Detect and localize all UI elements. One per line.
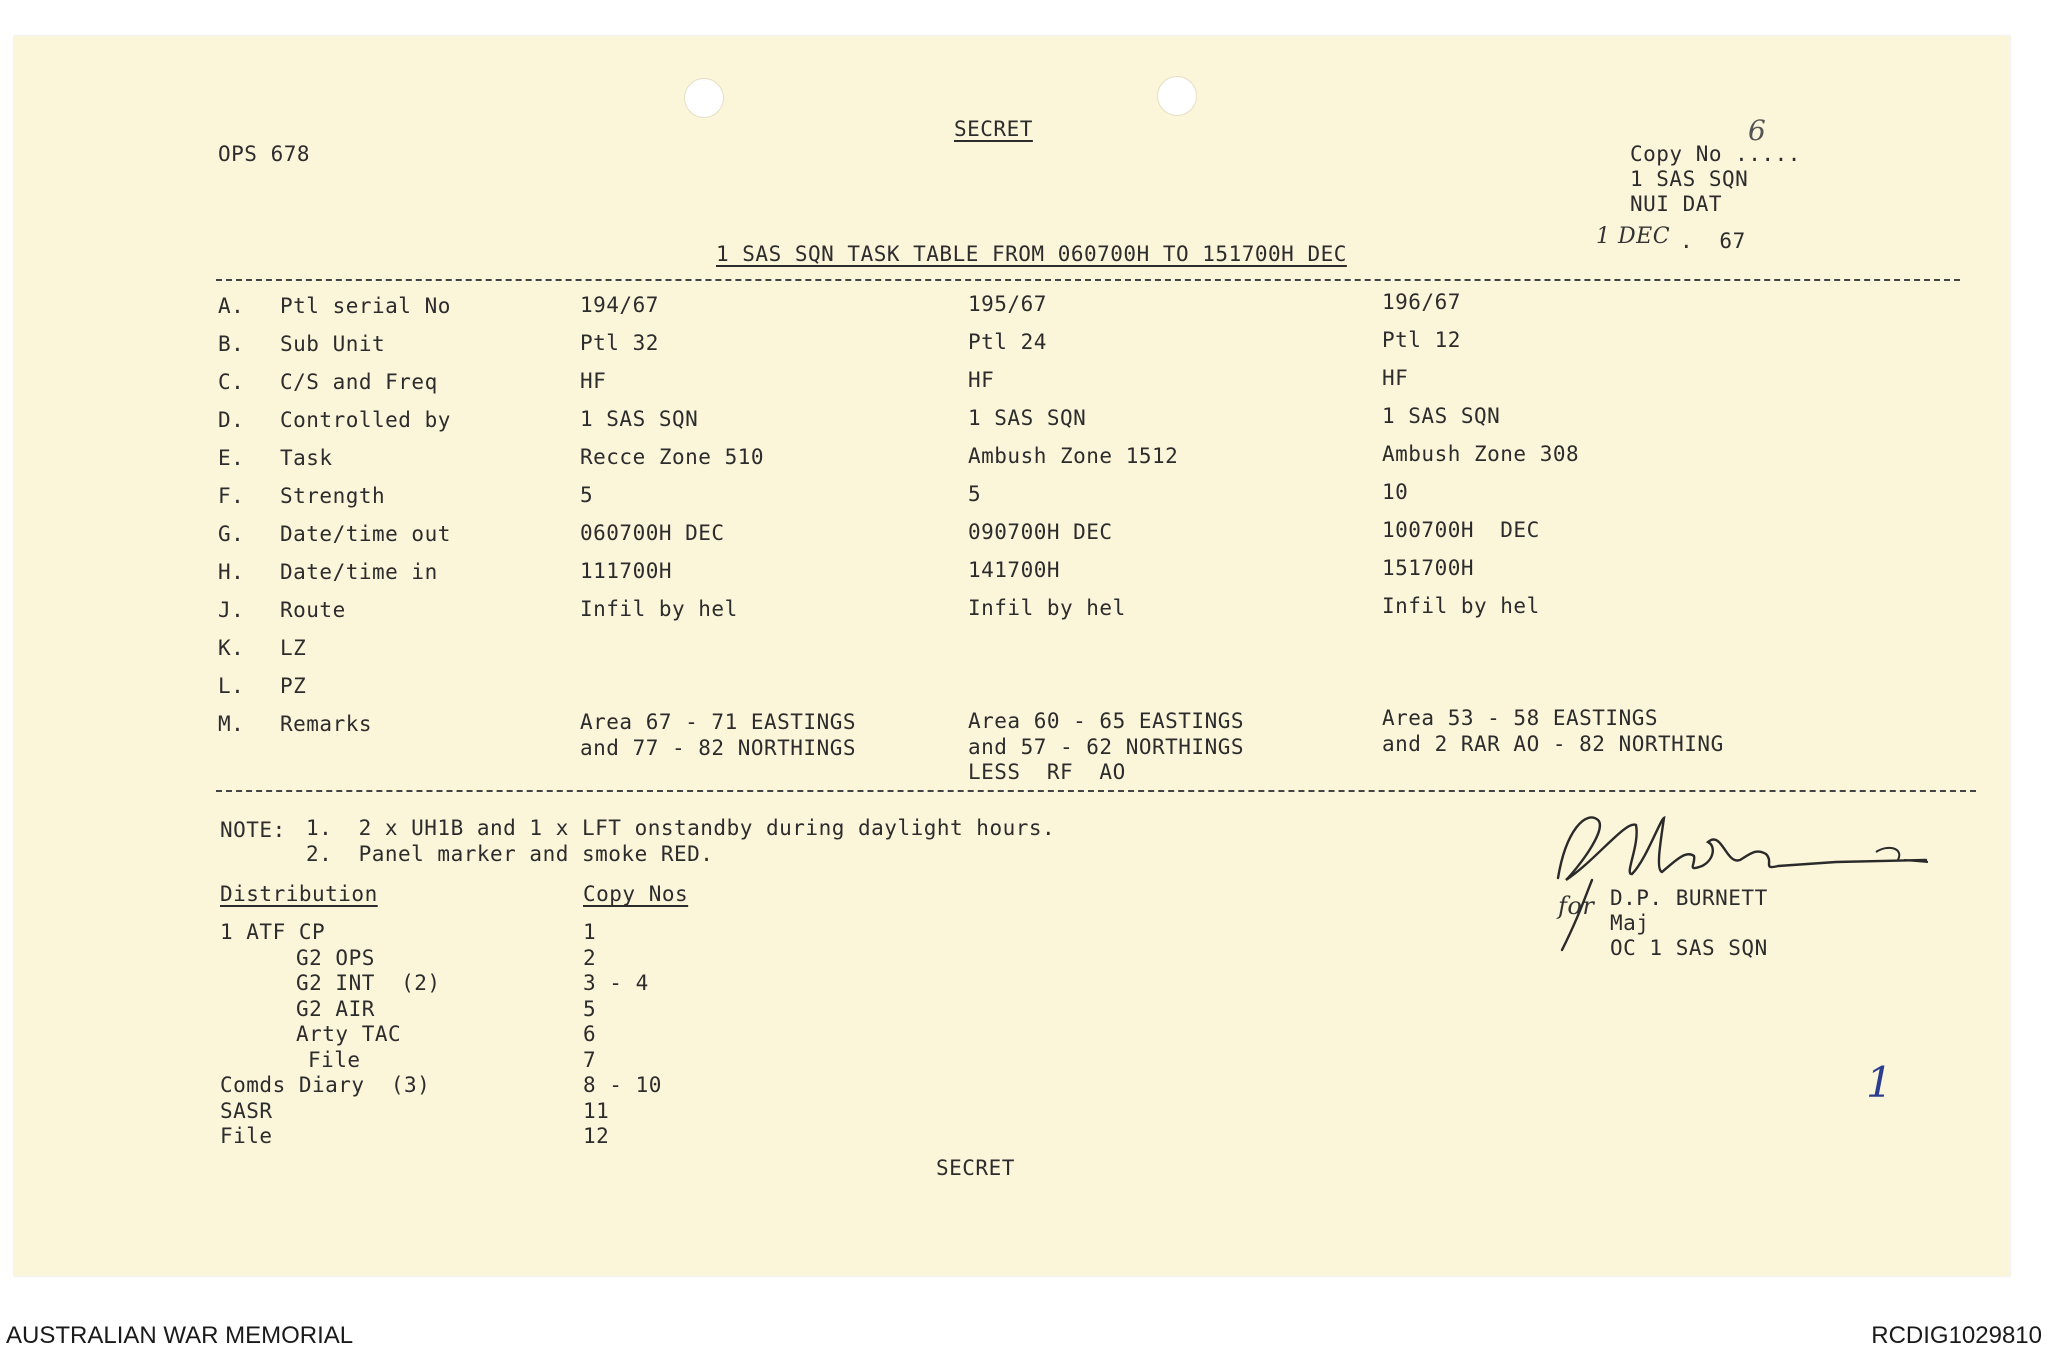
cell-patrol-2: 195/67: [968, 292, 1047, 316]
document-title: 1 SAS SQN TASK TABLE FROM 060700H TO 151700H DEC: [716, 242, 1347, 266]
row-letter: E.: [218, 446, 245, 470]
cell-patrol-3: HF: [1382, 366, 1409, 390]
distribution-addressee: G2 OPS: [296, 946, 375, 970]
row-label: Date/time in: [280, 560, 438, 584]
cell-patrol-1: HF: [580, 369, 607, 393]
copy-number-handwritten: 6: [1748, 114, 1767, 147]
row-label: LZ: [280, 636, 307, 660]
row-letter: J.: [218, 598, 245, 622]
signature-for-initials: for: [1558, 892, 1595, 920]
row-letter: C.: [218, 370, 245, 394]
cell-patrol-1: 5: [580, 483, 594, 507]
classification-bottom: SECRET: [936, 1156, 1015, 1180]
cell-patrol-1: Area 67 - 71 EASTINGS: [580, 710, 857, 734]
distribution-addressee: File: [308, 1048, 361, 1072]
row-letter: G.: [218, 522, 245, 546]
cell-patrol-2: Ptl 24: [968, 330, 1047, 354]
cell-patrol-2: Ambush Zone 1512: [968, 444, 1179, 468]
footer-catalogue-id: RCDIG1029810: [1871, 1322, 2042, 1349]
cell-patrol-2: 1 SAS SQN: [968, 406, 1087, 430]
punch-hole-left: [684, 78, 724, 118]
distribution-copies: 12: [583, 1124, 610, 1148]
cell-patrol-1: Infil by hel: [580, 597, 738, 621]
row-letter: K.: [218, 636, 245, 660]
distribution-addressee: G2 AIR: [296, 997, 375, 1021]
distribution-addressee: G2 INT (2): [296, 971, 441, 995]
distribution-copies: 8 - 10: [583, 1073, 662, 1097]
cell-patrol-2: 090700H DEC: [968, 520, 1113, 544]
table-top-rule: [216, 279, 1960, 281]
cell-patrol-3: Ambush Zone 308: [1382, 442, 1580, 466]
cell-patrol-3: 196/67: [1382, 290, 1461, 314]
unit-line-1: 1 SAS SQN: [1630, 167, 1749, 191]
row-label: Remarks: [280, 712, 373, 736]
cell-patrol-2: 5: [968, 482, 982, 506]
cell-patrol-2: Area 60 - 65 EASTINGS: [968, 709, 1245, 733]
distribution-copies: 3 - 4: [583, 971, 649, 995]
distribution-copies: 11: [583, 1099, 610, 1123]
distribution-copies: 2: [583, 946, 597, 970]
row-label: Ptl serial No: [280, 294, 451, 318]
row-letter: H.: [218, 560, 245, 584]
row-label: C/S and Freq: [280, 370, 438, 394]
signatory-appointment: OC 1 SAS SQN: [1610, 936, 1768, 960]
punch-hole-right: [1157, 76, 1197, 116]
notes-label: NOTE:: [220, 818, 286, 842]
handwritten-signature: [1536, 790, 1936, 960]
cell-patrol-3: and 2 RAR AO - 82 NORTHING: [1382, 732, 1724, 756]
distribution-copies: 7: [583, 1048, 597, 1072]
row-letter: L.: [218, 674, 245, 698]
row-letter: B.: [218, 332, 245, 356]
cell-patrol-1: 194/67: [580, 293, 659, 317]
cell-patrol-3: 1 SAS SQN: [1382, 404, 1501, 428]
cell-patrol-2: Infil by hel: [968, 596, 1126, 620]
cell-patrol-1: 060700H DEC: [580, 521, 725, 545]
cell-patrol-3: 10: [1382, 480, 1409, 504]
date-handwritten: 1 DEC: [1596, 224, 1671, 249]
row-label: Route: [280, 598, 346, 622]
classification-top: SECRET: [954, 117, 1033, 141]
ops-reference: OPS 678: [218, 142, 311, 166]
copy-number: Copy No .....: [1630, 142, 1801, 166]
row-label: Controlled by: [280, 408, 451, 432]
date-year: . 67: [1680, 229, 1746, 253]
distribution-copies: 1: [583, 920, 597, 944]
distribution-addressee: Comds Diary (3): [220, 1073, 431, 1097]
note-item: 1. 2 x UH1B and 1 x LFT onstandby during daylight hours.: [306, 816, 1056, 840]
margin-pen-mark: 1: [1866, 1058, 1894, 1107]
signatory-name: D.P. BURNETT: [1610, 886, 1768, 910]
row-letter: M.: [218, 712, 245, 736]
distribution-heading: Distribution: [220, 882, 378, 906]
cell-patrol-3: Ptl 12: [1382, 328, 1461, 352]
row-letter: A.: [218, 294, 245, 318]
row-label: PZ: [280, 674, 307, 698]
row-label: Sub Unit: [280, 332, 386, 356]
cell-patrol-2: 141700H: [968, 558, 1061, 582]
row-letter: D.: [218, 408, 245, 432]
cell-patrol-2: LESS RF AO: [968, 760, 1126, 784]
copy-nos-heading: Copy Nos: [583, 882, 689, 906]
row-label: Date/time out: [280, 522, 451, 546]
row-letter: F.: [218, 484, 245, 508]
cell-patrol-3: 151700H: [1382, 556, 1475, 580]
cell-patrol-1: 111700H: [580, 559, 673, 583]
cell-patrol-1: Recce Zone 510: [580, 445, 765, 469]
cell-patrol-2: and 57 - 62 NORTHINGS: [968, 735, 1245, 759]
cell-patrol-2: HF: [968, 368, 995, 392]
cell-patrol-1: and 77 - 82 NORTHINGS: [580, 736, 857, 760]
distribution-addressee: 1 ATF CP: [220, 920, 326, 944]
distribution-addressee: SASR: [220, 1099, 273, 1123]
cell-patrol-3: 100700H DEC: [1382, 518, 1540, 542]
cell-patrol-3: Area 53 - 58 EASTINGS: [1382, 706, 1659, 730]
cell-patrol-1: 1 SAS SQN: [580, 407, 699, 431]
unit-line-2: NUI DAT: [1630, 192, 1723, 216]
distribution-addressee: File: [220, 1124, 273, 1148]
signatory-rank: Maj: [1610, 911, 1650, 935]
row-label: Strength: [280, 484, 386, 508]
distribution-copies: 6: [583, 1022, 597, 1046]
cell-patrol-3: Infil by hel: [1382, 594, 1540, 618]
row-label: Task: [280, 446, 333, 470]
note-item: 2. Panel marker and smoke RED.: [306, 842, 714, 866]
footer-institution: AUSTRALIAN WAR MEMORIAL: [6, 1322, 354, 1349]
distribution-copies: 5: [583, 997, 597, 1021]
distribution-addressee: Arty TAC: [296, 1022, 402, 1046]
cell-patrol-1: Ptl 32: [580, 331, 659, 355]
